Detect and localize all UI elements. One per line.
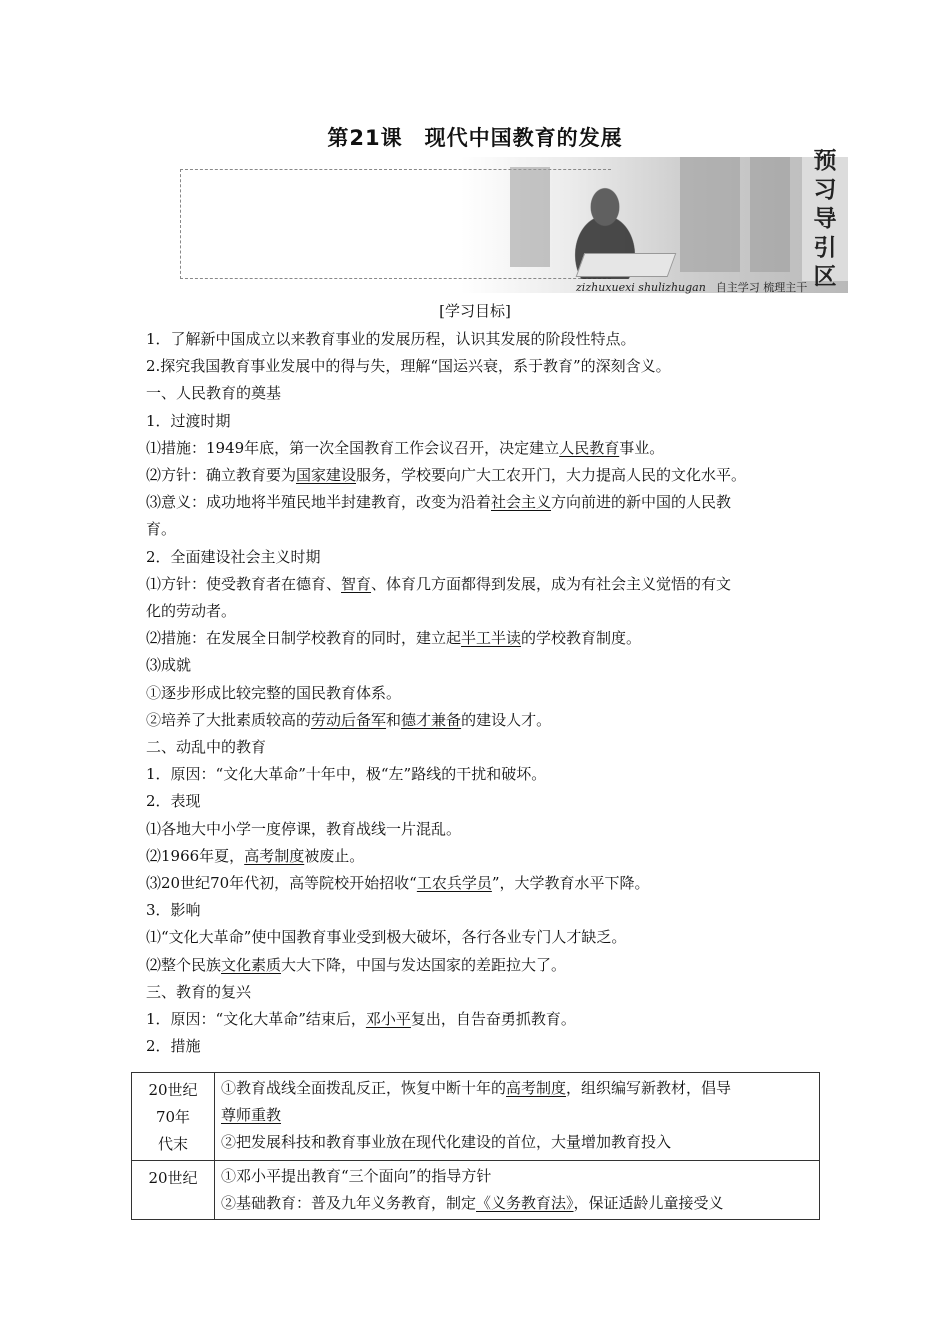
text: ⑵整个民族 — [146, 955, 222, 974]
text: 1．原因：“文化大革命”结束后， — [146, 1010, 366, 1029]
text: 方向前进的新中国的人民教 — [551, 493, 732, 512]
key-term: 文化素质 — [221, 955, 282, 974]
text: ①教育战线全面拨乱反正，恢复中断十年的 — [221, 1079, 507, 1097]
era-cell — [132, 1161, 215, 1220]
preview-banner — [180, 147, 848, 294]
text: 的学校教育制度。 — [521, 629, 642, 648]
text: ⑵方针：确立教育要为 — [146, 466, 297, 485]
key-term: 工农兵学员 — [416, 874, 492, 893]
tag-char: 习 — [813, 176, 837, 203]
era-line: 70年 — [155, 1108, 191, 1126]
paragraph-continuation: 育。 — [146, 520, 177, 539]
subsection-heading: 3．影响 — [146, 901, 201, 920]
measures-cell — [215, 1161, 820, 1220]
era-line: 代末 — [157, 1135, 188, 1153]
measure-item — [221, 1075, 813, 1129]
subsection-heading: 1．过渡时期 — [146, 411, 231, 430]
paragraph: ①逐步形成比较完整的国民教育体系。 — [146, 683, 402, 702]
paragraph: ⑴各地大中小学一度停课，教育战线一片混乱。 — [146, 819, 462, 838]
tag-char: 区 — [813, 263, 837, 290]
paragraph — [146, 707, 826, 734]
key-term: 国家建设 — [296, 466, 357, 485]
measures-table — [131, 1072, 820, 1220]
key-term: 高考制度 — [506, 1079, 567, 1097]
section-heading: 二、动乱中的教育 — [146, 738, 267, 757]
text: 、体育几方面都得到发展，成为有社会主义觉悟的有文 — [371, 574, 732, 593]
paragraph — [146, 571, 826, 598]
measure-item — [221, 1190, 813, 1217]
text: ⑴措施：1949年底，第一次全国教育工作会议召开，决定建立 — [146, 438, 560, 457]
text: ⑶20世纪70年代初，高等院校开始招收“ — [146, 874, 417, 893]
key-term: 社会主义 — [491, 493, 552, 512]
paragraph — [146, 462, 826, 489]
key-term: 邓小平 — [365, 1010, 411, 1029]
key-term: 尊师重教 — [221, 1106, 282, 1124]
text: 被废止。 — [304, 846, 365, 865]
key-term: 智育 — [341, 574, 372, 593]
subsection-heading: 2．表现 — [146, 792, 201, 811]
paragraph: ⑶成就 — [146, 656, 192, 675]
bookshelf-image — [510, 167, 550, 267]
goal-item: 1．了解新中国成立以来教育事业的发展历程，认识其发展的阶段性特点。 — [146, 330, 636, 348]
paragraph — [146, 1006, 826, 1033]
measures-cell — [215, 1073, 820, 1161]
bookshelf-image — [680, 157, 740, 272]
paragraph-continuation: 化的劳动者。 — [146, 602, 237, 621]
era-line: 20世纪 — [148, 1169, 198, 1187]
text: 的建设人才。 — [461, 710, 552, 729]
subsection-heading: 2．全面建设社会主义时期 — [146, 547, 321, 566]
banner-subtitle-text: 自主学习 梳理主干 — [715, 281, 808, 294]
text: ②培养了大批素质较高的 — [146, 710, 312, 729]
text: ⑵措施：在发展全日制学校教育的同时，建立起 — [146, 629, 462, 648]
table-row — [132, 1161, 820, 1220]
paragraph — [146, 843, 826, 870]
text: 大大下降，中国与发达国家的差距拉大了。 — [281, 955, 567, 974]
text: ”，大学教育水平下降。 — [491, 874, 650, 893]
subsection-heading: 2．措施 — [146, 1037, 201, 1056]
key-term: 人民教育 — [559, 438, 620, 457]
paragraph — [146, 952, 826, 979]
key-term: 半工半读 — [461, 629, 522, 648]
text: 和 — [386, 710, 402, 729]
era-line: 20世纪 — [148, 1081, 198, 1099]
key-term: 高考制度 — [244, 846, 305, 865]
goal-item: 2.探究我国教育事业发展中的得与失，理解“国运兴衰，系于教育”的深刻含义。 — [146, 357, 671, 376]
key-term: 劳动后备军 — [311, 710, 387, 729]
tag-char: 预 — [813, 147, 837, 174]
paragraph — [146, 870, 826, 897]
text: ⑶意义：成功地将半殖民地半封建教育，改变为沿着 — [146, 493, 492, 512]
section-heading: 一、人民教育的奠基 — [146, 384, 282, 403]
section-heading: 三、教育的复兴 — [146, 982, 252, 1001]
paragraph: ⑴“文化大革命”使中国教育事业受到极大破坏，各行各业专门人才缺乏。 — [146, 928, 627, 947]
paragraph: 1．原因：“文化大革命”十年中，极“左”路线的干扰和破坏。 — [146, 765, 547, 784]
banner-pinyin: zizhuxuexi shulizhugan — [576, 281, 706, 294]
page-title: 第21课 现代中国教育的发展 — [327, 126, 623, 150]
text: ，保证适龄儿童接受义 — [573, 1194, 724, 1212]
paragraph — [146, 625, 826, 652]
text: ⑵1966年夏， — [146, 846, 245, 865]
tag-char: 导 — [813, 205, 837, 232]
document-body — [146, 326, 826, 1060]
bookshelf-image — [750, 157, 790, 272]
text: ②基础教育：普及九年义务教育，制定 — [221, 1194, 477, 1212]
tag-char: 引 — [813, 234, 837, 261]
measure-item: ②把发展科技和教育事业放在现代化建设的首位，大量增加教育投入 — [221, 1133, 672, 1151]
text: 服务，学校要向广大工农开门，大力提高人民的文化水平。 — [356, 466, 747, 485]
paragraph — [146, 435, 826, 462]
key-term: 德才兼备 — [401, 710, 462, 729]
text: 复出，自告奋勇抓教育。 — [410, 1010, 576, 1029]
goals-header: [学习目标] — [439, 302, 511, 320]
preview-tag — [802, 147, 848, 290]
banner-subtitle — [576, 279, 807, 295]
text: 事业。 — [619, 438, 665, 457]
era-cell — [132, 1073, 215, 1161]
table-row — [132, 1073, 820, 1161]
book-image — [576, 253, 677, 277]
key-term: 《义务教育法》 — [476, 1194, 574, 1212]
paragraph — [146, 489, 826, 516]
text: ⑴方针：使受教育者在德育、 — [146, 574, 342, 593]
measure-item: ①邓小平提出教育“三个面向”的指导方针 — [221, 1167, 492, 1185]
text: ，组织编写新教材，倡导 — [566, 1079, 732, 1097]
